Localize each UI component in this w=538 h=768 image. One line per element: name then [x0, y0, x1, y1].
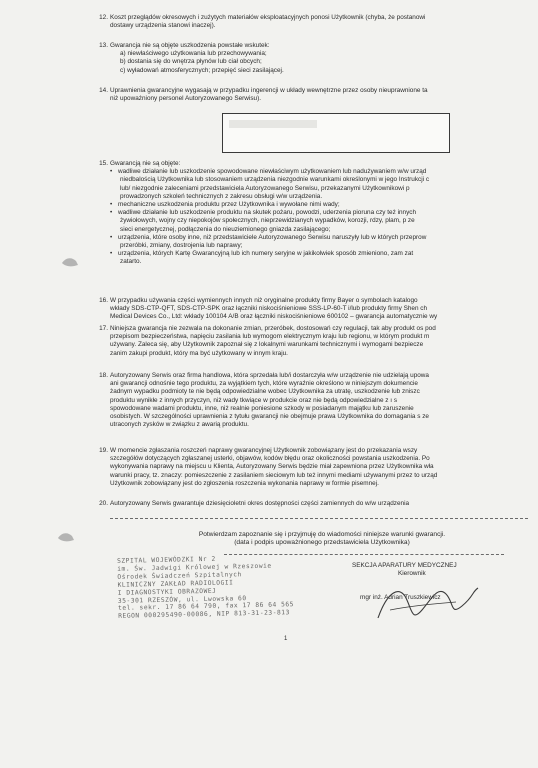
- binder-hole-mark: [56, 530, 76, 544]
- clause-12: [99, 14, 528, 30]
- binder-hole-mark: [60, 255, 80, 269]
- clause-text-line: osobistych. W szczególności uprawnienia z tytułu gwarancji nie obejmuje prawa Użytkownika do domagania s ze: [110, 413, 429, 421]
- clause-text-line: Niniejsza gwarancja nie zezwala na dokonanie zmian, przeróbek, dostosowań czy regulacji, tak aby produkt os pod: [110, 325, 436, 332]
- clause-16: [99, 297, 528, 322]
- clause-bullet-line: sieci energetycznej, podłączenia do nieuziemionego gniazda zasilającego;: [120, 225, 331, 233]
- clause-text-line: Koszt przeglądów okresowych i zużytych materiałów eksploatacyjnych ponosi Użytkownik (chyba, że postanowi: [110, 14, 426, 21]
- handwritten-signature: [360, 580, 480, 630]
- stamp-line: REGON 000295490-00086, NIP 813-31-23-813: [118, 609, 290, 621]
- confirmation-statement: Potwierdzam zapoznanie się i przyjmuję do wiadomości niniejsze warunki gwarancji.: [198, 531, 446, 538]
- confirmation-caption: (data i podpis upoważnionego przedstawiciela Użytkownika): [234, 539, 410, 547]
- department-name: SEKCJA APARATURY MEDYCZNEJ: [352, 562, 457, 569]
- clause-text-line: zanim zakupi produkt, który ma być użytkowany w innym kraju.: [110, 349, 288, 357]
- clause-text-line: produktu wynikłe z innych przyczyn, niż wady tkwiące w produkcie oraz nie będą odpowiedzialne z ı s: [110, 396, 398, 404]
- clause-text-line: Gwarancja nie są objęte uszkodzenia powstałe wskutek:: [110, 42, 270, 49]
- clause-text-line: Medical Devices Co., Ltd: wkłady 100104 A/B oraz łączniki niskociśnieniowe 600102 – gwarancja automatycznie wy: [110, 313, 438, 321]
- clause-bullet-line: • wadliwe działanie lub uszkodzenie produktu na skutek pożaru, powodzi, uderzenia pioruna czy też innych: [110, 209, 528, 217]
- redacted-text: [229, 120, 317, 128]
- clause-18: [99, 372, 528, 429]
- clause-text-line: żadnym wypadku podmioty te nie będą odpowiedzialne wobec Użytkownika za utratę, uszkodzenie lub zniszc: [110, 388, 420, 396]
- clause-bullet-line: niedbalością Użytkownika lub stosowaniem urządzenia niezgodnie warunkami określonymi w jego Instrukcji c: [120, 176, 430, 184]
- clause-text-line: przepisom bezpieczeństwa, napięciu zasilania lub wymogom elektrycznym kraju lub regionu, w którym produkt m: [110, 333, 430, 341]
- clause-number: 18.: [99, 372, 108, 379]
- clause-text-line: spowodowane wadami produktu, inne, niż realnie poniesione szkody w posiadanym majątku lub zaruszenie: [110, 404, 414, 412]
- stamp-line: 35-301 RZESZÓW, ul. Lwowska 60: [117, 594, 247, 605]
- clause-number: 20.: [99, 500, 108, 507]
- clause-number: 17.: [99, 325, 108, 332]
- clause-text-line: Autoryzowany Serwis gwarantuje dziesięcioletni okres dostępności części zamiennych do w/w urządzenia: [110, 500, 410, 507]
- clause-text-line: Autoryzowany Serwis oraz firma handlowa, która sprzedała lub/i dostarczyła w/w urządzenie nie udzielają upowa: [110, 372, 429, 379]
- clause-number: 14.: [99, 87, 108, 94]
- clause-text-line: szczegółów dotyczących zgłaszanej usterki, objawów, kodów błędu oraz okoliczności powstania uszkodzenia. Po: [110, 455, 430, 463]
- stamp-line: KLINICZNY ZAKŁAD RADIOLOGII: [117, 579, 234, 589]
- clause-number: 12.: [99, 14, 108, 21]
- stamp-line: SZPITAL WOJEWÓDZKI Nr 2: [116, 555, 216, 565]
- clause-text-line: Uprawnienia gwarancyjne wygasają w przypadku ingerencji w układy wewnętrzne przez osoby nieuprawnione ta: [110, 87, 428, 94]
- clause-19: [99, 447, 528, 488]
- clause-bullet-line: prowadzonych szkoleń technicznych z zakresu obsługi w/w urządzenia.: [120, 192, 323, 200]
- clause-text-line: W przypadku używania części wymiennych innych niż oryginalne produkty firmy Bayer o symbolach katalogo: [110, 297, 418, 304]
- clause-number: 15.: [99, 160, 108, 167]
- clause-bullet-line: zatarto.: [120, 258, 142, 266]
- clause-text-line: utraconych zysków w związku z awarią produktu.: [110, 421, 249, 429]
- clause-subpoint: b) dostania się do wnętrza płynów lub ciał obcych;: [120, 58, 262, 66]
- stamp-line: tel. sekr. 17 86 64 790, fax 17 86 64 565: [117, 601, 295, 613]
- clause-subpoint: a) niewłaściwego użytkowania lub przechowywania;: [120, 50, 267, 58]
- clause-text-line: ani gwarancji odnośnie tego produktu, za wyjątkiem tych, które wyraźnie określono w niniejszym dokumencie: [110, 380, 418, 388]
- clause-text-line: Gwarancją nie są objęte:: [110, 160, 181, 167]
- clause-15: [99, 160, 528, 267]
- clause-bullet-line: przeróbki, zmiany, dostrojenia lub naprawy;: [120, 242, 243, 250]
- clause-subpoint: c) wyładowań atmosferycznych; przepięć sieci zasilającej.: [120, 66, 284, 74]
- clause-bullet-line: • urządzenia, które osoby inne, niż przedstawiciele Autoryzowanego Serwisu naruszyły lub w których przeprow: [110, 234, 528, 242]
- department-person: mgr inż. Adrian Truszkiewicz: [360, 594, 441, 601]
- clause-bullet-line: żywiołowych, wojny czy niepokojów społecznych, nieprzewidzianych wypadków, korozji, rdzy, plam, p ze: [120, 217, 415, 225]
- clause-text-line: wkłady SDS-CTP-QFT, SDS-CTP-SPK oraz łączniki niskociśnieniowe SSS-LP-60-T i/lub produkty firmy Shen ch: [110, 305, 428, 313]
- clause-text-line: Użytkownik zobowiązany jest do zgłoszenia roszczenia wykonania naprawy w formie pisemnej.: [110, 479, 379, 487]
- department-role: Kierownik: [398, 570, 426, 577]
- clause-text-line: warunki pracy, tz. znaczy: pomieszczenie z zasilaniem sieciowym lub też innymi mediami używanymi przez to urząd: [110, 471, 438, 479]
- clause-20: [99, 500, 528, 508]
- clause-bullet-line: lub/ niezgodnie zaleceniami przedstawiciela Autoryzowanego Serwisu, przekazanymi Użytkownikowi p: [120, 184, 410, 192]
- stamp-line: im. Św. Jadwigi Królowej w Rzeszowie: [117, 562, 272, 573]
- stamp-line: I DIAGNOSTYKI OBRAZOWEJ: [117, 587, 217, 597]
- clause-text-line: dostawy urządzenia stanowi inaczej).: [110, 22, 216, 30]
- hospital-stamp: [117, 554, 295, 656]
- clause-14: [99, 87, 528, 103]
- clause-13: [99, 42, 528, 75]
- confirmation-block: [124, 531, 520, 548]
- clause-bullet-line: • mechaniczne uszkodzenia produktu przez Użytkownika i wywołane nimi wady;: [110, 201, 528, 209]
- stamp-line: Ośrodek Świadczeń Szpitalnych: [117, 571, 242, 581]
- clause-text-line: W momencie zgłaszania roszczeń naprawy gwarancyjnej Użytkownik zobowiązany jest do przekazania wszy: [110, 447, 418, 454]
- clause-bullet-line: • wadliwe działanie lub uszkodzenie spowodowane niewłaściwym użytkowaniem lub nadużywaniem w/w urząd: [110, 168, 528, 176]
- clause-17: [99, 325, 528, 358]
- blank-notice-box: [222, 113, 450, 153]
- clause-number: 19.: [99, 447, 108, 454]
- clause-number: 16.: [99, 297, 108, 304]
- page-number: 1: [284, 636, 288, 642]
- clause-text-line: używany. Zaleca się, aby Użytkownik zapoznał się z lokalnymi warunkami technicznymi i wymogami bezpiecze: [110, 341, 424, 349]
- clause-text-line: niż upoważniony personel Autoryzowanego Serwisu).: [110, 95, 261, 103]
- clause-bullet-line: • urządzenia, których Kartę Gwarancyjną lub ich numery seryjne w jakikolwiek sposób zmieniono, zam zat: [110, 250, 528, 258]
- divider-line: [110, 518, 528, 519]
- clause-text-line: wykonywania naprawy na miejscu u Klienta, Autoryzowany Serwis będzie miał zapewniona przez Użytkownika wła: [110, 463, 434, 471]
- clause-number: 13.: [99, 42, 108, 49]
